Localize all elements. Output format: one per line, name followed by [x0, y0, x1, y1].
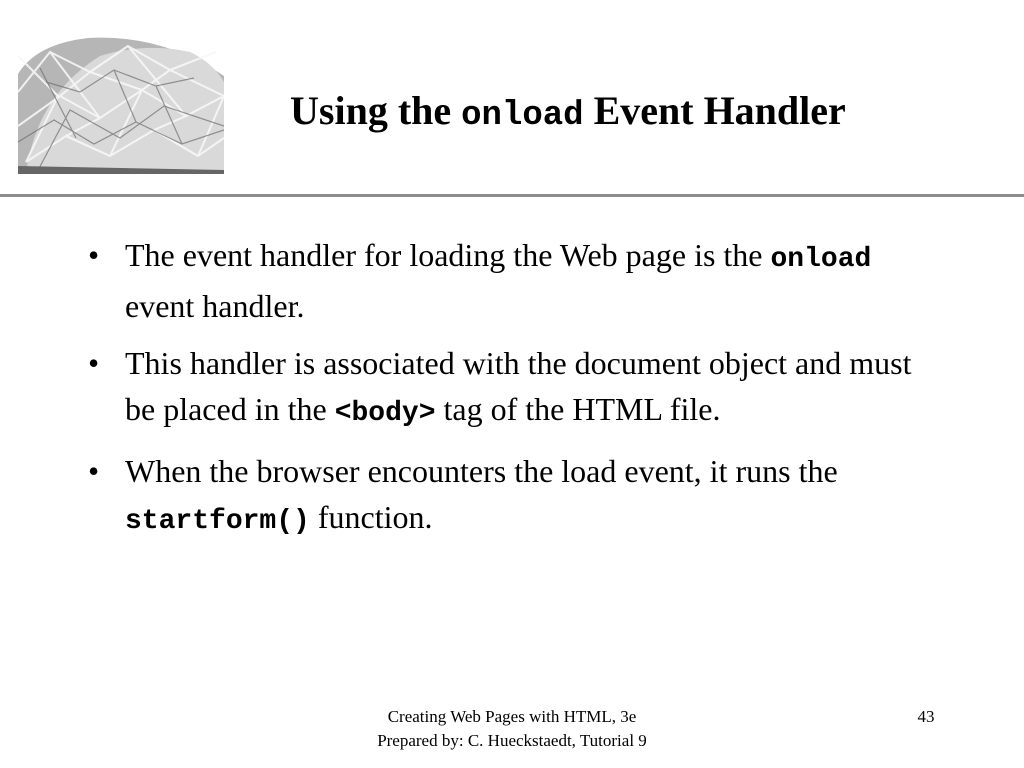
slide-footer: [312, 705, 712, 753]
bullet-marker: •: [88, 345, 100, 381]
title-divider: [0, 194, 1024, 197]
bullet-item-startform: [88, 448, 948, 545]
bullet-item-body-tag: [88, 340, 948, 437]
bullet-code: startform(): [125, 506, 310, 537]
bullet-text: When the browser encounters the load event, it runs the: [125, 453, 838, 489]
radar-dome-photo: [18, 34, 224, 174]
page-number: 43: [917, 707, 935, 726]
bullet-text: The event handler for loading the Web page is the: [125, 237, 771, 273]
bullet-list: [88, 232, 948, 556]
bullet-text: function.: [309, 499, 433, 535]
footer-prepared-by: Prepared by: C. Hueckstaedt, Tutorial 9: [377, 731, 647, 750]
bullet-marker: •: [88, 453, 100, 489]
slide-title: [290, 86, 990, 141]
bullet-text: tag of the HTML file.: [435, 391, 721, 427]
bullet-code: <body>: [334, 398, 436, 429]
bullet-code: onload: [770, 244, 872, 275]
bullet-text: This handler is associated with the document object and must be placed in the: [125, 345, 912, 427]
bullet-marker: •: [88, 237, 100, 273]
title-prefix: Using the: [290, 88, 462, 133]
footer-course-title: Creating Web Pages with HTML, 3e: [387, 707, 637, 726]
geodesic-dome-icon: [18, 34, 224, 174]
title-suffix: Event Handler: [583, 88, 846, 133]
bullet-item-onload: [88, 232, 948, 329]
title-code-onload: onload: [461, 97, 584, 135]
bullet-text: event handler.: [125, 288, 305, 324]
